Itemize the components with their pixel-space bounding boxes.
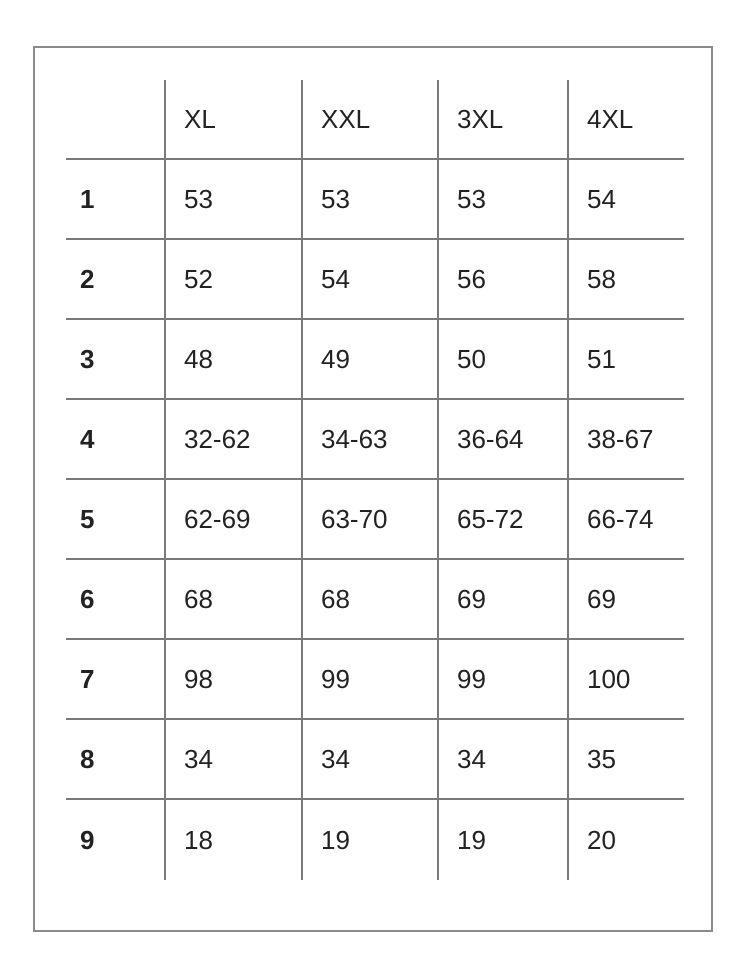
table-cell: 53	[164, 160, 301, 240]
table-cell: 99	[437, 640, 567, 720]
table-cell: 100	[567, 640, 684, 720]
table-cell: 34	[301, 720, 437, 800]
table-cell: 34	[437, 720, 567, 800]
row-label: 3	[66, 320, 164, 400]
table-cell: 48	[164, 320, 301, 400]
row-label: 9	[80, 824, 95, 855]
row-label: 6	[66, 560, 164, 640]
table-cell: 54	[567, 160, 684, 240]
table-cell: 50	[437, 320, 567, 400]
table-cell: 32-62	[164, 400, 301, 480]
row-label: 7	[66, 640, 164, 720]
table-cell: 69	[437, 560, 567, 640]
table-cell: 69	[567, 560, 684, 640]
table-cell: 52	[164, 240, 301, 320]
table-cell: 68	[164, 560, 301, 640]
row-label: 4	[66, 400, 164, 480]
table-cell: 53	[437, 160, 567, 240]
row-label: 1	[66, 160, 164, 240]
table-cell: 34-63	[301, 400, 437, 480]
table-cell: 62-69	[164, 480, 301, 560]
table-cell: 36-64	[437, 400, 567, 480]
header-cell-xl: XL	[164, 80, 301, 160]
table-cell: 98	[164, 640, 301, 720]
table-cell: 65-72	[437, 480, 567, 560]
table-cell: 38-67	[567, 400, 684, 480]
row-label: 5	[66, 480, 164, 560]
table-cell: 56	[437, 240, 567, 320]
header-cell-corner	[66, 80, 164, 160]
table-cell: 35	[567, 720, 684, 800]
table-cell: 99	[301, 640, 437, 720]
table-cell: 63-70	[301, 480, 437, 560]
table-cell: 51	[567, 320, 684, 400]
table-cell: 19	[301, 800, 437, 880]
table-cell: 20	[567, 800, 684, 880]
table-cell: 53	[301, 160, 437, 240]
row-label: 8	[66, 720, 164, 800]
table-cell: 18	[164, 800, 301, 880]
header-cell-xxl: XXL	[301, 80, 437, 160]
header-cell-4xl: 4XL	[567, 80, 684, 160]
table-cell: 66-74	[567, 480, 684, 560]
table-cell: 19	[437, 800, 567, 880]
table-cell: 58	[567, 240, 684, 320]
table-cell: 34	[164, 720, 301, 800]
size-chart-table	[66, 80, 684, 880]
table-cell: 54	[301, 240, 437, 320]
table-cell: 49	[301, 320, 437, 400]
table-cell: 68	[301, 560, 437, 640]
row-label: 2	[66, 240, 164, 320]
header-cell-3xl: 3XL	[437, 80, 567, 160]
